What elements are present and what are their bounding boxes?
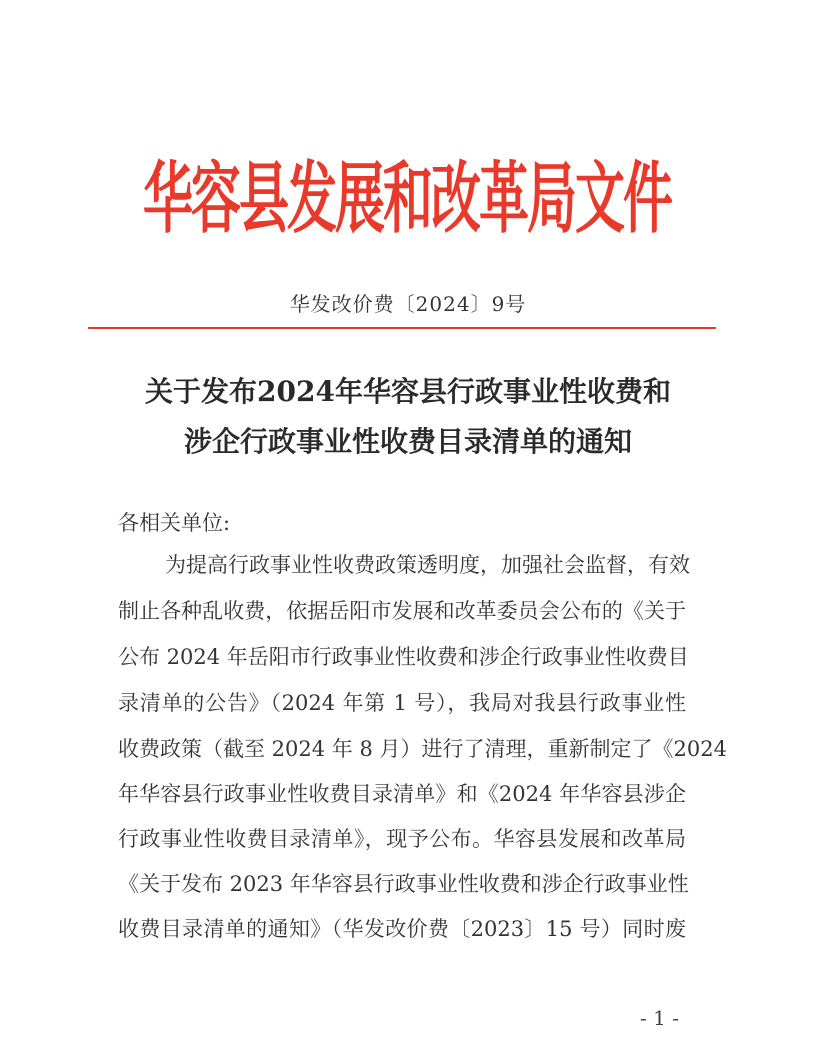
document-title-line-1: 关于发布2024年华容县行政事业性收费和 bbox=[145, 375, 671, 408]
body-line: 行政事业性收费目录清单》，现予公布。华容县发展和改革局 bbox=[118, 827, 686, 851]
document-number: 华发改价费〔2024〕9号 bbox=[289, 292, 527, 316]
page-number: - 1 - bbox=[640, 1006, 679, 1030]
document-title-line-2: 涉企行政事业性收费目录清单的通知 bbox=[183, 425, 632, 458]
body-line: 《关于发布 2023 年华容县行政事业性收费和涉企行政事业性 bbox=[118, 872, 689, 896]
body-line: 收费目录清单的通知》（华发改价费〔2023〕15 号）同时废 bbox=[118, 917, 686, 941]
issuer-title: 华容县发展和改革局文件 bbox=[143, 152, 671, 244]
body-line: 制止各种乱收费，依据岳阳市发展和改革委员会公布的《关于 bbox=[118, 599, 686, 623]
salutation: 各相关单位: bbox=[118, 511, 231, 535]
body-line: 年华容县行政事业性收费目录清单》和《2024 年华容县涉企 bbox=[118, 782, 686, 806]
red-divider bbox=[88, 327, 716, 329]
body-line: 为提高行政事业性收费政策透明度，加强社会监督，有效 bbox=[165, 553, 690, 577]
body-line: 录清单的公告》（2024 年第 1 号），我局对我县行政事业性 bbox=[118, 691, 686, 715]
body-line: 公布 2024 年岳阳市行政事业性收费和涉企行政事业性收费目 bbox=[118, 645, 689, 669]
body-line: 收费政策（截至 2024 年 8 月）进行了清理，重新制定了《2024 bbox=[118, 737, 727, 761]
